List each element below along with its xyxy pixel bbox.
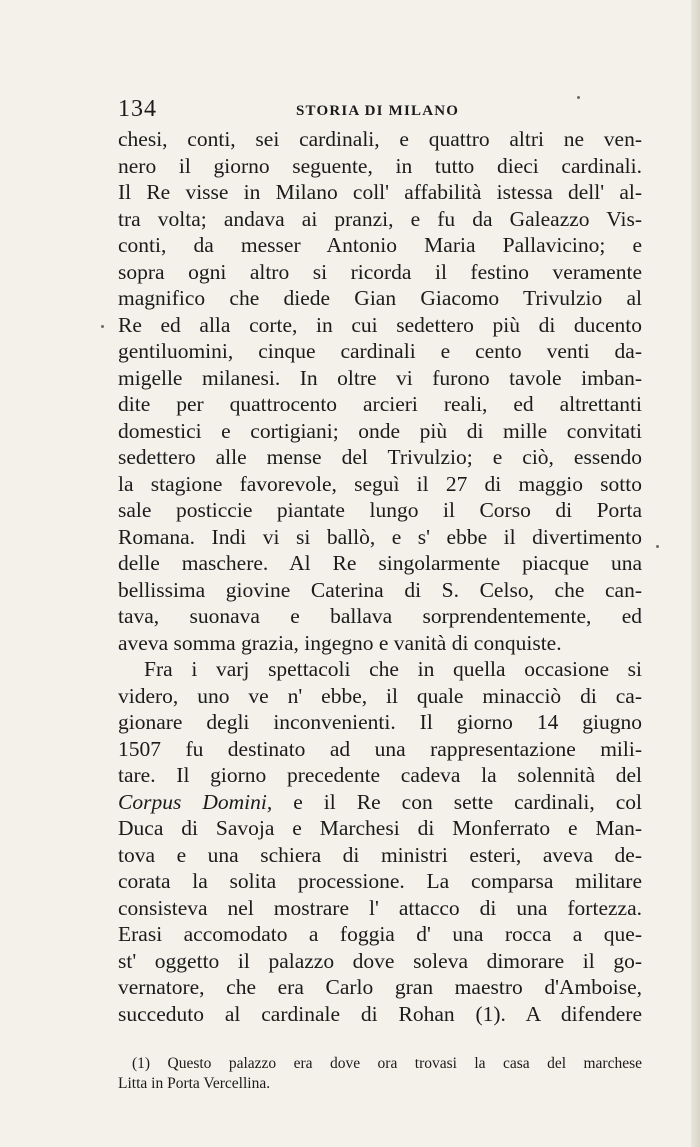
text-fragment: e il Re con sette cardinali, col: [272, 789, 642, 814]
paragraph-start-line: Fra i varj spettacoli che in quella occasione si: [144, 657, 642, 681]
text-line: aveva somma grazia, ingegno e vanità di conquiste.: [118, 630, 562, 655]
text-line: magnifico che diede Gian Giacomo Trivulzio al: [118, 286, 642, 310]
text-line: videro, uno ve n' ebbe, il quale minacciò di ca-: [118, 683, 642, 708]
page-number: 134: [118, 96, 157, 122]
body-text: [118, 126, 642, 1027]
paper-speck: [577, 96, 580, 99]
footnotes: [118, 1054, 642, 1094]
text-line: corata la solita processione. La comparsa militare: [118, 869, 642, 893]
text-line: vernatore, che era Carlo gran maestro d'Amboise,: [118, 975, 642, 999]
text-line: sedettero alle mense del Trivulzio; e ciò, essendo: [118, 445, 642, 469]
paper-speck: [656, 545, 659, 548]
text-line: chesi, conti, sei cardinali, e quattro altri ne ven-: [118, 127, 642, 151]
text-line: Re ed alla corte, in cui sedettero più di ducento: [118, 312, 642, 337]
text-line: Il Re visse in Milano coll' affabilità istessa dell' al-: [118, 180, 642, 204]
text-line: Erasi accomodato a foggia d' una rocca a que-: [118, 922, 642, 946]
text-line: migelle milanesi. In oltre vi furono tavole imban-: [118, 365, 642, 390]
text-line: dite per quattrocento arcieri reali, ed altrettanti: [118, 392, 642, 416]
text-line: tova e una schiera di ministri esteri, aveva de-: [118, 842, 642, 867]
text-line: st' oggetto il palazzo dove soleva dimorare il go-: [118, 948, 642, 973]
text-line: consisteva nel mostrare l' attacco di una fortezza.: [118, 895, 642, 920]
text-line: sale posticcie piantate lungo il Corso di Porta: [118, 498, 642, 522]
text-line: sopra ogni altro si ricorda il festino veramente: [118, 259, 642, 284]
text-line: Romana. Indi vi si ballò, e s' ebbe il divertimento: [118, 524, 642, 549]
text-line: tra volta; andava ai pranzi, e fu da Galeazzo Vis-: [118, 206, 642, 231]
text-line: 1507 fu destinato ad una rappresentazione mili-: [118, 736, 642, 761]
text-line: domestici e cortigiani; onde più di mille convitati: [118, 418, 642, 443]
text-line: succeduto al cardinale di Rohan (1). A difendere: [118, 1001, 642, 1026]
paper-speck: [101, 325, 104, 328]
running-title: STORIA DI MILANO: [296, 103, 460, 119]
footnote-line: (1) Questo palazzo era dove ora trovasi la casa del marchese: [132, 1055, 642, 1072]
text-line: delle maschere. Al Re singolarmente piacque una: [118, 551, 642, 575]
page-edge: [691, 0, 700, 1147]
text-line: tava, suonava e ballava sorprendentemente, ed: [118, 604, 642, 628]
text-line: bellissima giovine Caterina di S. Celso, che can-: [118, 577, 642, 602]
text-line: Duca di Savoja e Marchesi di Monferrato e Man-: [118, 816, 642, 840]
footnote-line: Litta in Porta Vercellina.: [118, 1075, 271, 1092]
text-line: gentiluomini, cinque cardinali e cento venti da-: [118, 339, 642, 363]
text-line: conti, da messer Antonio Maria Pallavicino; e: [118, 233, 642, 257]
text-line: la stagione favorevole, seguì il 27 di maggio sotto: [118, 471, 642, 496]
page-header: [118, 96, 642, 124]
text-line: nero il giorno seguente, in tutto dieci cardinali.: [118, 153, 642, 178]
text-line-mixed: [118, 789, 642, 816]
text-line: tare. Il giorno precedente cadeva la solennità del: [118, 763, 642, 787]
text-line: gionare degli inconvenienti. Il giorno 14 giugno: [118, 710, 642, 734]
italic-text: Corpus Domini,: [118, 789, 273, 814]
